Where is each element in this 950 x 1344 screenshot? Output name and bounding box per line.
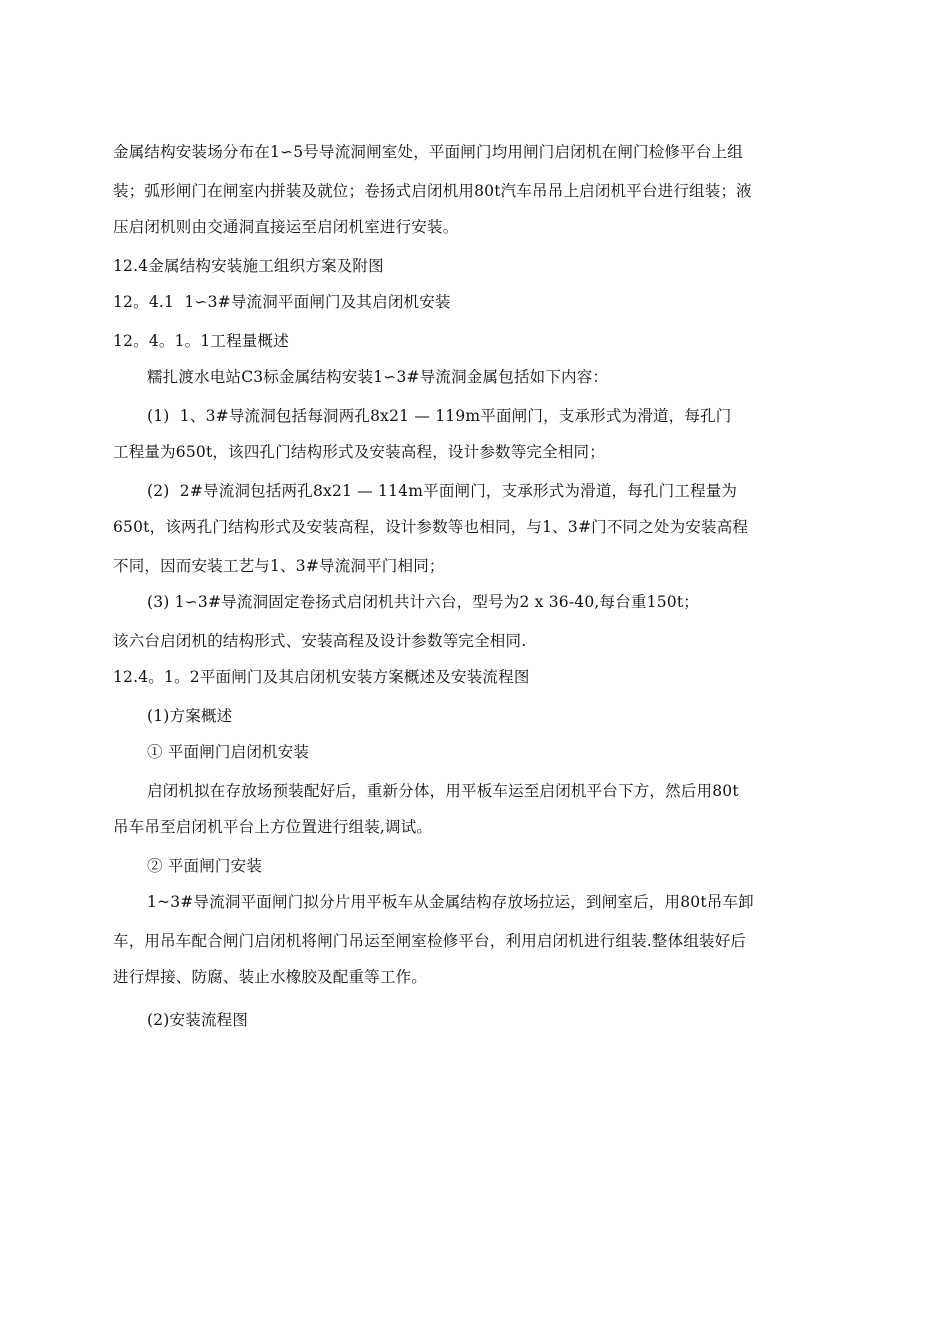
paragraph-line: 压启闭机则由交通洞直接运至启闭机室进行安装。 [113,218,459,236]
section-heading: 12。4。1。1工程量概述 [113,332,289,350]
section-heading: 12.4金属结构安装施工组织方案及附图 [113,257,384,275]
section-heading: 12.4。1。2平面闸门及其启闭机安装方案概述及安装流程图 [113,668,530,686]
subheading: ② 平面闸门安装 [147,857,263,875]
paragraph-line: 不同，因而安装工艺与1、3#导流洞平门相同； [113,557,445,575]
section-heading: 12。4.1 1∽3#导流洞平面闸门及其启闭机安装 [113,293,451,311]
list-item: (3) 1∽3#导流洞固定卷扬式启闭机共计六台，型号为2 x 36-40,每台重150t； [147,593,699,611]
paragraph-line: 进行焊接、防腐、装止水橡胶及配重等工作。 [113,968,428,986]
subheading: (1)方案概述 [147,707,233,725]
paragraph-line: 车，用吊车配合闸门启闭机将闸门吊运至闸室检修平台，利用启闭机进行组装.整体组装好后 [113,932,747,950]
paragraph-line: 糯扎渡水电站C3标金属结构安装1∽3#导流洞金属包括如下内容： [147,368,609,386]
paragraph-line: 工程量为650t，该四孔门结构形式及安装高程，设计参数等完全相同； [113,443,605,461]
paragraph-line: 650t，该两孔门结构形式及安装高程，设计参数等也相同，与1、3#门不同之处为安装高程 [113,518,749,536]
paragraph-line: 该六台启闭机的结构形式、安装高程及设计参数等完全相同. [113,632,527,650]
paragraph-line: 金属结构安装场分布在1∽5号导流洞闸室处，平面闸门均用闸门启闭机在闸门检修平台上组 [113,143,743,161]
paragraph-line: 启闭机拟在存放场预装配好后，重新分体，用平板车运至启闭机平台下方，然后用80t [147,782,739,800]
list-item: (1) 1、3#导流洞包括每洞两孔8x21 — 119m平面闸门，支承形式为滑道，每孔门 [147,407,732,425]
subheading: ① 平面闸门启闭机安装 [147,743,310,761]
subheading: (2)安装流程图 [147,1011,249,1029]
list-item: (2) 2#导流洞包括两孔8x21 — 114m平面闸门，支承形式为滑道，每孔门工程量为 [147,482,738,500]
paragraph-line: 吊车吊至启闭机平台上方位置进行组装,调试。 [113,818,433,836]
paragraph-line: 1~3#导流洞平面闸门拟分片用平板车从金属结构存放场拉运，到闸室后，用80t吊车卸 [147,893,754,911]
paragraph-line: 装；弧形闸门在闸室内拼装及就位；卷扬式启闭机用80t汽车吊吊上启闭机平台进行组装；液 [113,182,752,200]
